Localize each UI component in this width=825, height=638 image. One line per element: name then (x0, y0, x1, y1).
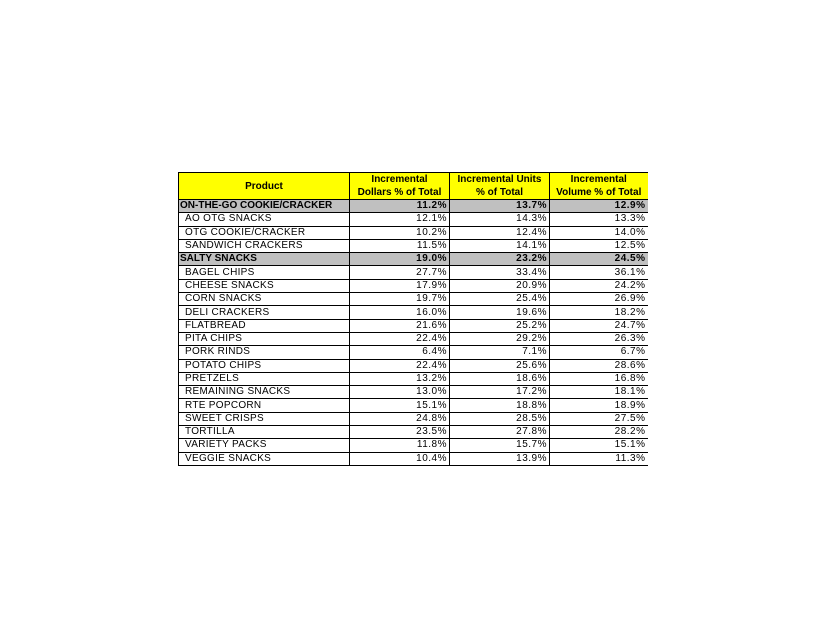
units-cell: 19.6% (450, 306, 550, 319)
table-row (179, 399, 648, 412)
product-cell: PRETZELS (179, 372, 350, 385)
volume-cell: 12.9% (550, 200, 648, 213)
table-body (179, 200, 648, 466)
dollars-cell: 27.7% (350, 266, 450, 279)
dollars-cell: 6.4% (350, 346, 450, 359)
dollars-cell: 10.2% (350, 226, 450, 239)
table-row (179, 439, 648, 452)
units-cell: 20.9% (450, 279, 550, 292)
dollars-cell: 17.9% (350, 279, 450, 292)
table-row (179, 359, 648, 372)
units-cell: 7.1% (450, 346, 550, 359)
volume-cell: 13.3% (550, 213, 648, 226)
volume-cell: 15.1% (550, 439, 648, 452)
dollars-cell: 11.2% (350, 200, 450, 213)
volume-cell: 18.2% (550, 306, 648, 319)
product-cell: SALTY SNACKS (179, 253, 350, 266)
product-cell: OTG COOKIE/CRACKER (179, 226, 350, 239)
dollars-cell: 19.0% (350, 253, 450, 266)
volume-cell: 27.5% (550, 412, 648, 425)
product-cell: PORK RINDS (179, 346, 350, 359)
dollars-cell: 24.8% (350, 412, 450, 425)
product-cell: RTE POPCORN (179, 399, 350, 412)
dollars-cell: 11.5% (350, 239, 450, 252)
table-row (179, 279, 648, 292)
header-units-line2: % of Total (475, 187, 524, 198)
units-cell: 18.8% (450, 399, 550, 412)
dollars-cell: 22.4% (350, 359, 450, 372)
table-row (179, 346, 648, 359)
units-cell: 23.2% (450, 253, 550, 266)
dollars-cell: 10.4% (350, 452, 450, 465)
product-cell: DELI CRACKERS (179, 306, 350, 319)
table-row (179, 386, 648, 399)
volume-cell: 16.8% (550, 372, 648, 385)
table-row (179, 412, 648, 425)
volume-cell: 6.7% (550, 346, 648, 359)
table-row (179, 226, 648, 239)
product-cell: AO OTG SNACKS (179, 213, 350, 226)
header-product-label: Product (245, 180, 283, 192)
units-cell: 15.7% (450, 439, 550, 452)
units-cell: 29.2% (450, 332, 550, 345)
header-product (179, 173, 350, 200)
volume-cell: 26.9% (550, 293, 648, 306)
dollars-cell: 19.7% (350, 293, 450, 306)
dollars-cell: 13.2% (350, 372, 450, 385)
table-row (179, 426, 648, 439)
product-cell: SWEET CRISPS (179, 412, 350, 425)
product-cell: ON-THE-GO COOKIE/CRACKER (179, 200, 350, 213)
volume-cell: 24.5% (550, 253, 648, 266)
header-dollars-line2: Dollars % of Total (357, 187, 442, 198)
volume-cell: 11.3% (550, 452, 648, 465)
units-cell: 25.2% (450, 319, 550, 332)
header-volume (550, 173, 648, 200)
dollars-cell: 21.6% (350, 319, 450, 332)
header-units (450, 173, 550, 200)
product-cell: REMAINING SNACKS (179, 386, 350, 399)
table-row (179, 293, 648, 306)
product-cell: CHEESE SNACKS (179, 279, 350, 292)
product-cell: BAGEL CHIPS (179, 266, 350, 279)
dollars-cell: 15.1% (350, 399, 450, 412)
table-row (179, 266, 648, 279)
units-cell: 25.4% (450, 293, 550, 306)
product-cell: VEGGIE SNACKS (179, 452, 350, 465)
table-group-row (179, 253, 648, 266)
dollars-cell: 12.1% (350, 213, 450, 226)
header-volume-line2: Volume % of Total (556, 187, 642, 198)
table-row (179, 239, 648, 252)
header-volume-line1: Incremental (570, 174, 627, 185)
table-row (179, 452, 648, 465)
table-row (179, 332, 648, 345)
dollars-cell: 13.0% (350, 386, 450, 399)
table-row (179, 319, 648, 332)
volume-cell: 24.7% (550, 319, 648, 332)
units-cell: 18.6% (450, 372, 550, 385)
incremental-share-table (178, 172, 648, 466)
header-dollars-line1: Incremental (371, 174, 428, 185)
units-cell: 28.5% (450, 412, 550, 425)
product-cell: CORN SNACKS (179, 293, 350, 306)
header-units-line1: Incremental Units (457, 174, 542, 185)
units-cell: 12.4% (450, 226, 550, 239)
units-cell: 27.8% (450, 426, 550, 439)
product-cell: VARIETY PACKS (179, 439, 350, 452)
volume-cell: 28.2% (550, 426, 648, 439)
table-row (179, 306, 648, 319)
volume-cell: 24.2% (550, 279, 648, 292)
product-cell: POTATO CHIPS (179, 359, 350, 372)
product-cell: SANDWICH CRACKERS (179, 239, 350, 252)
product-cell: FLATBREAD (179, 319, 350, 332)
table-row (179, 372, 648, 385)
units-cell: 13.7% (450, 200, 550, 213)
units-cell: 17.2% (450, 386, 550, 399)
volume-cell: 18.1% (550, 386, 648, 399)
units-cell: 14.3% (450, 213, 550, 226)
volume-cell: 28.6% (550, 359, 648, 372)
header-row (179, 173, 648, 200)
product-cell: PITA CHIPS (179, 332, 350, 345)
dollars-cell: 23.5% (350, 426, 450, 439)
dollars-cell: 11.8% (350, 439, 450, 452)
dollars-cell: 22.4% (350, 332, 450, 345)
volume-cell: 12.5% (550, 239, 648, 252)
product-cell: TORTILLA (179, 426, 350, 439)
volume-cell: 36.1% (550, 266, 648, 279)
units-cell: 33.4% (450, 266, 550, 279)
units-cell: 14.1% (450, 239, 550, 252)
header-dollars (350, 173, 450, 200)
units-cell: 13.9% (450, 452, 550, 465)
dollars-cell: 16.0% (350, 306, 450, 319)
volume-cell: 26.3% (550, 332, 648, 345)
units-cell: 25.6% (450, 359, 550, 372)
table-row (179, 213, 648, 226)
table-group-row (179, 200, 648, 213)
volume-cell: 18.9% (550, 399, 648, 412)
volume-cell: 14.0% (550, 226, 648, 239)
